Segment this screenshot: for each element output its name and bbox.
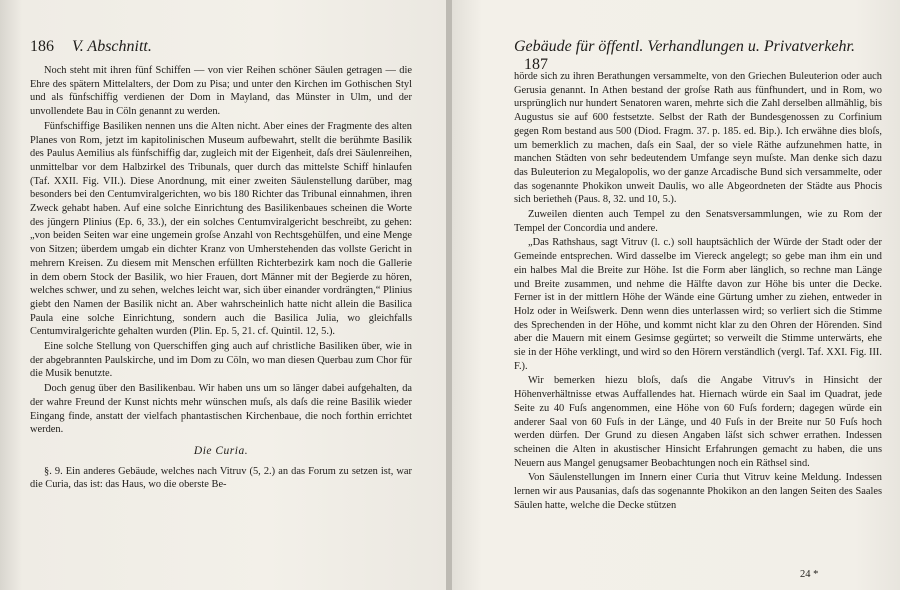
paragraph: Zuweilen dienten auch Tempel zu den Senatsversammlungen, wie zu Rom der Tempel der Concordia und andere. (514, 209, 882, 234)
left-page-body (30, 64, 412, 492)
paragraph: Eine solche Stellung von Querschiffen ging auch auf christliche Basiliken über, wie in der abgebrannten Paulskirche, und im Dom zu Cöln, wo man diesen Querbau zum Chor für die Musik benutzte. (30, 341, 412, 380)
page-number: 187 (524, 56, 548, 73)
right-page (452, 0, 900, 590)
right-page-header (514, 38, 882, 74)
signature-mark: 24 * (800, 569, 819, 580)
paragraph: „Das Rathshaus, sagt Vitruv (l. c.) soll hauptsächlich der Würde der Stadt oder der Gemeinde entsprechen. Wird dasselbe im Viereck angelegt; so gebe man ihm ein und ein halbes Mal die Breite zur Höhe. Ist die Form aber länglich, so rechne man Länge und Breite zusammen, und nehme die Hälfte davon zur Höhe bis unter die Decke. Ferner ist in der mittlern Höhe der Wände eine Gürtung umher zu ziehen, entweder in Holz oder in Weiſswerk. Denn wenn dies unterlassen wird; so verliert sich die Stimme des Sprechenden in der Höhe, und kommt nicht klar zu den Ohren der Hörenden. Sind aber die Mauern mit einem Gesimse gegürtet; so verweilt die Stimme unterwärts, ehe sie in der Höhe verklingt, und wird so den Hörern verständlich (vergl. Taf. XXI. Fig. III. F.). (514, 237, 882, 372)
left-page-header (30, 38, 410, 56)
paragraph: hörde sich zu ihren Berathungen versammelte, von den Griechen Buleuterion oder auch Gerusia genannt. In Athen bestand der groſse Rath aus fünfhundert, und in Rom, wo ursprünglich nur hundert Senatoren waren, mehrte sich die Zahl derselben allmählig, bis Augustus sie auf 600 festsetzte. Selbst der Rath der Bundesgenossen zu Corfinium gegen Rom bestand aus 500 (Diod. Fragm. 37. p. 185. ed. Bip.). Ich erwähne dies bloſs, um bemerklich zu machen, daſs ein Saal, der so viele Räthe aufzunehmen hatte, in manchen Städten von sehr bedeutendem Umfange seyn muſste. Man denke sich dazu das Buleuterion zu Megalopolis, wo der ganze Arcadische Bund sich versammelte, oder das sogenannte Phokikon unweit Daulis, wo alle Abgeordneten der Städte aus Phocis sich berietheh (Paus. 8, 32. und 10, 5.). (514, 71, 882, 206)
left-page (0, 0, 446, 590)
right-page-body (514, 70, 882, 513)
section-paragraph: §. 9. Ein anderes Gebäude, welches nach Vitruv (5, 2.) an das Forum zu setzen ist, war die Curia, das ist: das Haus, wo die oberste Be- (30, 465, 412, 491)
section-title: Die Curia. (193, 444, 249, 457)
paragraph: Noch steht mit ihren fünf Schiffen — von vier Reihen schöner Säulen getragen — die Ehre des spätern Mittelalters, der Dom zu Pisa; und unter den Kirchen im Gothischen Styl und als fünfschiffig verdienen der Dom in Mayland, das Münster in Ulm, und der unvollendete Bau in Cöln genannt zu werden. (30, 65, 412, 118)
paragraph: Von Säulenstellungen im Innern einer Curia thut Vitruv keine Meldung. Indessen lernen wir aus Pausanias, daſs das sogenannte Phokikon an den langen Seiten des Saales Säulen hatte, welche die Decke stützen (514, 472, 882, 511)
page-number: 186 (30, 38, 54, 55)
running-head: Gebäude für öffentl. Verhandlungen u. Privatverkehr. (514, 38, 855, 55)
paragraph: Fünfschiffige Basiliken nennen uns die Alten nicht. Aber eines der Fragmente des alten Planes von Rom, jetzt im kapitolinischen Museum aufbewahrt, stellt die berühmte Basilik des Paulus Aemilius als fünfschiffig dar, zugleich mit der Eigenheit, daſs drei Säulenreihen, unmittelbar vor dem Halbzirkel des Tribunals, quer durch das mittelste Schiff hinlaufen (Taf. XXII. Fig. VII.). Diese Anordnung, mit einer zweiten Säulenstellung darüber, mag besonders bei den Centumviralgerichten, wo bis 180 Richter das Tribunal einnahmen, ihren Zweck gehabt haben. Auf eine solche Einrichtung des Basilikenbaues scheinen die Worte des jüngern Plinius (Ep. 6, 33.), der ein solches Centumviralgericht beschreibt, zu gehen: „von beiden Seiten war eine ungemein groſse Anzahl von Rechtsgehülfen, und eine Menge von Sitzen; überdem umgab ein dichter Kranz von Umherstehenden das vollste Gericht in mehrern Kreisen. Zu diesem mit Menschen erfüllten Richterbezirk kam noch die Gallerie in dem obern Stock der Basilik, wo hier Frauen, dort Männer mit der Begierde zu hören, welches schwer, und zu sehen, welches leicht war, sich über einander vordrängten,“ Plinius giebt den Namen der Basilik nicht an. Aber wahrscheinlich hatte nicht allein die Basilica Paula eine solche Einrichtung, sondern auch die Basilica Julia, wo gleichfalls Centumviralgerichte gehalten wurden (Plin. Ep. 5, 21. cf. Quintil. 12, 5.). (30, 120, 412, 338)
running-head: V. Abschnitt. (72, 38, 152, 55)
paragraph: Doch genug über den Basilikenbau. Wir haben uns um so länger dabei aufgehalten, da der wahre Freund der Kunst nichts mehr wünschen muſs, als daſs die reine Basilik wieder Eingang finde, anstatt der vielfach phantastischen Kirchenbaue, die noch forthin errichtet werden. (30, 383, 412, 436)
paragraph: Wir bemerken hiezu bloſs, daſs die Angabe Vitruv's in Hinsicht der Höhenverhältnisse etwas Auffallendes hat. Hiernach würde ein Saal im Quadrat, jede Seite zu 40 Fuſs angenommen, eine Höhe von 60 Fuſs fordern; dagegen würde ein anderer Saal von 60 Fuſs in der Länge, und 40 Fuſs in der Breite nur 50 Fuſs hoch werden dürfen. Der Grund zu diesen Angaben läſst sich schwer errathen. Indessen scheinen die Alten in akustischer Hinsicht Erfahrungen gemacht zu haben, die uns Neuern aus Mangel genugsamer Beobachtungen noch ein Räthsel sind. (514, 375, 882, 469)
